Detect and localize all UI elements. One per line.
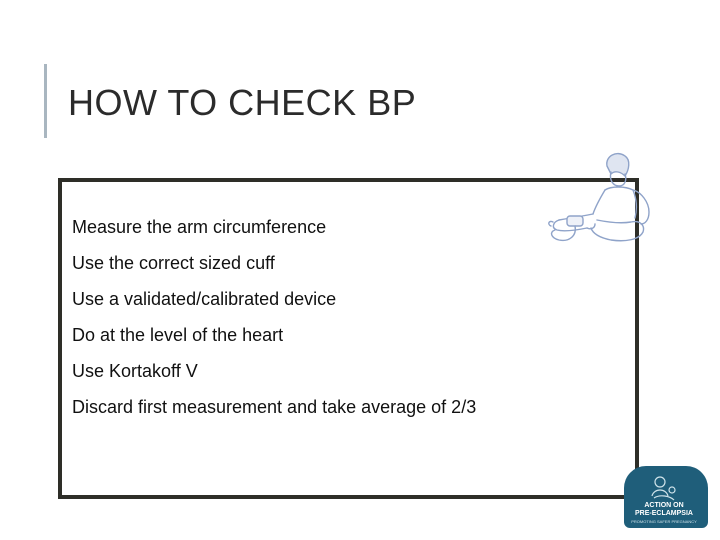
woman-taking-blood-pressure-illustration bbox=[545, 150, 655, 250]
bullet-item: Use Kortakoff V bbox=[72, 361, 198, 381]
logo-text-line1: ACTION ON bbox=[644, 502, 684, 509]
bullet-list bbox=[72, 218, 476, 434]
slide-title: HOW TO CHECK BP bbox=[68, 82, 417, 123]
bullet-item: Use the correct sized cuff bbox=[72, 253, 275, 273]
bullet-item: Discard first measurement and take average of 2/3 bbox=[72, 397, 477, 417]
bullet-item: Do at the level of the heart bbox=[72, 325, 284, 345]
logo-tagline: PROMOTING SAFER PREGNANCY bbox=[631, 519, 697, 524]
logo-text-line2: PRE-ECLAMPSIA bbox=[635, 510, 693, 517]
bullet-item: Use a validated/calibrated device bbox=[72, 289, 337, 309]
bullet-item: Measure the arm circumference bbox=[72, 217, 327, 237]
title-accent-bar bbox=[44, 64, 47, 138]
